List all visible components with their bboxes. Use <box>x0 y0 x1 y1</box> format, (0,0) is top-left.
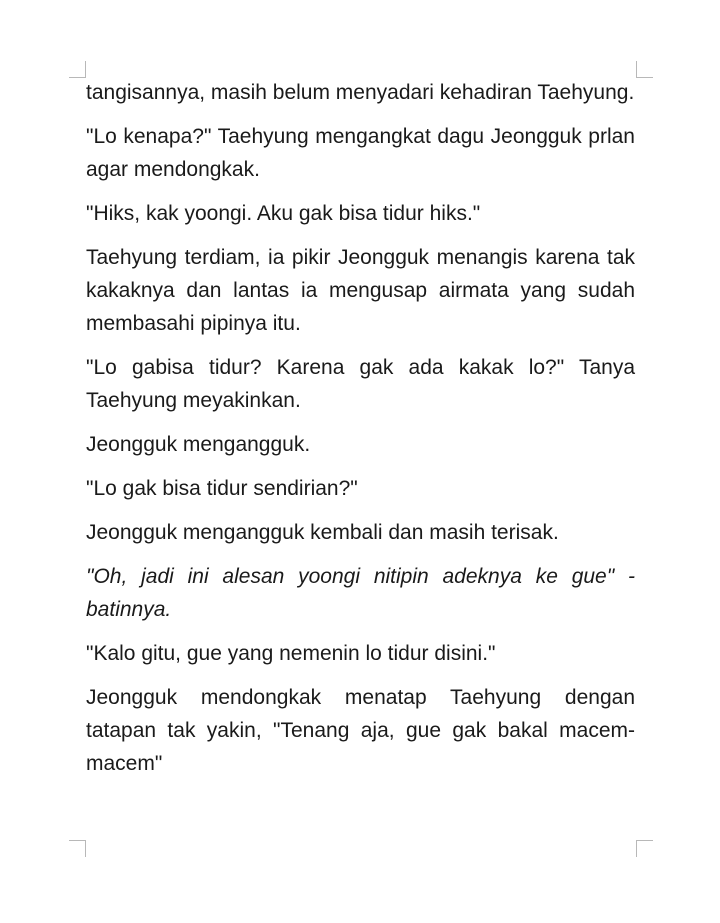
margin-corner-bottom-left <box>69 840 86 857</box>
paragraph: Jeongguk mengangguk. <box>86 433 311 456</box>
paragraph: tangisannya, masih belum menyadari kehadiran Taehyung. <box>86 81 635 104</box>
paragraph: Taehyung terdiam, ia pikir Jeongguk menangis karena tak kakaknya dan lantas ia mengusap airmata yang sudah membasahi pipinya itu. <box>86 246 635 335</box>
paragraph: Jeongguk mendongkak menatap Taehyung dengan tatapan tak yakin, "Tenang aja, gue gak bakal macem-macem" <box>86 686 635 775</box>
margin-corner-top-right <box>636 61 653 78</box>
document-body <box>86 76 635 791</box>
margin-corner-bottom-right <box>636 840 653 857</box>
paragraph: "Hiks, kak yoongi. Aku gak bisa tidur hiks." <box>86 202 481 225</box>
paragraph: "Lo gabisa tidur? Karena gak ada kakak lo?" Tanya Taehyung meyakinkan. <box>86 356 635 412</box>
paragraph: "Kalo gitu, gue yang nemenin lo tidur disini." <box>86 642 496 665</box>
paragraph: "Lo kenapa?" Taehyung mengangkat dagu Jeongguk prlan agar mendongkak. <box>86 125 635 181</box>
margin-corner-top-left <box>69 61 86 78</box>
italic-paragraph: "Oh, jadi ini alesan yoongi nitipin adeknya ke gue" - batinnya. <box>86 565 635 621</box>
paragraph: Jeongguk mengangguk kembali dan masih terisak. <box>86 521 559 544</box>
paragraph: "Lo gak bisa tidur sendirian?" <box>86 477 358 500</box>
